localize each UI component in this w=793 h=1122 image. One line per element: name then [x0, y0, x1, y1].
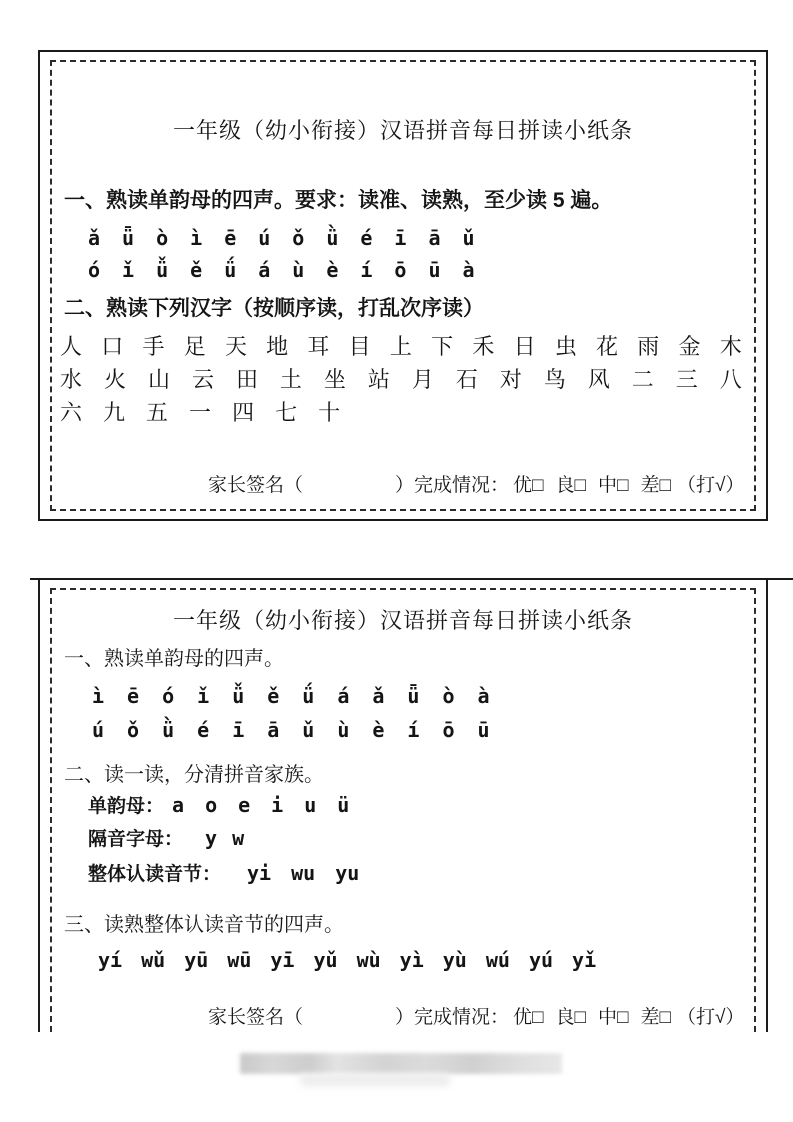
- hanzi-character: 二: [631, 367, 654, 392]
- practice-card-2: [38, 580, 768, 1032]
- signature-note: （打√）: [676, 1007, 745, 1028]
- hanzi-character: 日: [513, 334, 536, 359]
- hanzi-character: 目: [348, 334, 371, 359]
- family-items: [205, 826, 244, 850]
- family-line-simple-finals: [88, 791, 349, 818]
- card1-title: 一年级（幼小衔接）汉语拼音每日拼读小纸条: [172, 118, 633, 143]
- pinyin-letter: ǘ: [224, 258, 237, 282]
- completion-options: [513, 1002, 671, 1029]
- pinyin-syllable: yū: [184, 948, 209, 972]
- completion-option-checkbox: 良□: [555, 475, 586, 496]
- hanzi-character: 七: [275, 400, 298, 425]
- pinyin-letter: i: [271, 793, 284, 817]
- pinyin-letter: ǎ: [88, 226, 101, 250]
- signature-label: 家长签名（: [208, 1007, 304, 1028]
- card1-hanzi-row-3: [60, 396, 340, 427]
- pinyin-letter: á: [258, 258, 271, 282]
- pinyin-letter: ě: [267, 684, 280, 708]
- pinyin-syllable: wū: [227, 948, 252, 972]
- pinyin-syllable: yù: [442, 948, 467, 972]
- pinyin-syllable: yu: [335, 861, 360, 885]
- pinyin-letter: à: [462, 258, 475, 282]
- family-label: 单韵母：: [88, 796, 165, 817]
- signature-close: ）完成情况：: [395, 475, 510, 496]
- hanzi-character: 鸟: [543, 367, 566, 392]
- hanzi-character: 风: [587, 367, 610, 392]
- hanzi-character: 花: [596, 334, 619, 359]
- hanzi-character: 虫: [554, 334, 577, 359]
- pinyin-letter: ǘ: [302, 684, 315, 708]
- pinyin-letter: ò: [442, 684, 455, 708]
- pinyin-letter: í: [360, 258, 373, 282]
- pinyin-letter: ì: [92, 684, 105, 708]
- hanzi-character: 十: [318, 400, 341, 425]
- pinyin-letter: ǖ: [122, 226, 135, 250]
- pinyin-syllable: yú: [528, 948, 554, 972]
- pinyin-letter: ī: [232, 718, 245, 742]
- pinyin-letter: ē: [127, 684, 140, 708]
- pinyin-letter: ī: [394, 226, 407, 250]
- hanzi-character: 月: [411, 367, 434, 392]
- card1-pinyin-tone-row-1: [88, 226, 475, 250]
- hanzi-character: 上: [389, 334, 412, 359]
- completion-options: [513, 470, 671, 497]
- pinyin-letter: ě: [190, 258, 203, 282]
- signature-label: 家长签名（: [208, 475, 304, 496]
- blurred-watermark: [240, 1053, 562, 1074]
- hanzi-character: 天: [224, 334, 247, 359]
- completion-option-checkbox: 差□: [640, 1007, 671, 1028]
- pinyin-letter: ǚ: [156, 258, 169, 282]
- pinyin-letter: a: [172, 793, 185, 817]
- hanzi-character: 禾: [472, 334, 495, 359]
- family-label: 隔音字母：: [88, 829, 184, 850]
- hanzi-character: 九: [103, 400, 126, 425]
- pinyin-letter: ā: [267, 718, 280, 742]
- pinyin-syllable: wú: [485, 948, 510, 972]
- pinyin-letter: ǜ: [162, 718, 175, 742]
- pinyin-letter: ó: [162, 684, 175, 708]
- pinyin-letter: ā: [428, 226, 441, 250]
- completion-option-checkbox: 中□: [598, 1007, 629, 1028]
- hanzi-character: 足: [183, 334, 206, 359]
- pinyin-syllable: yī: [270, 948, 295, 972]
- hanzi-character: 云: [191, 367, 214, 392]
- hanzi-character: 四: [232, 400, 255, 425]
- hanzi-character: 八: [719, 367, 742, 392]
- pinyin-syllable: yǐ: [572, 948, 597, 972]
- card2-title: 一年级（幼小衔接）汉语拼音每日拼读小纸条: [172, 608, 633, 633]
- pinyin-letter: á: [337, 684, 350, 708]
- pinyin-letter: w: [232, 826, 245, 850]
- pinyin-syllable: yǔ: [313, 948, 338, 972]
- card1-hanzi-row-1: [60, 330, 742, 361]
- completion-option-checkbox: 差□: [640, 475, 671, 496]
- hanzi-character: 金: [678, 334, 701, 359]
- card2-section2-heading: 二、读一读，分清拼音家族。: [64, 764, 324, 786]
- hanzi-character: 石: [455, 367, 478, 392]
- hanzi-character: 下: [431, 334, 454, 359]
- hanzi-character: 手: [142, 334, 165, 359]
- family-line-separating-letters: [88, 824, 244, 851]
- family-items: [172, 793, 349, 817]
- hanzi-character: 地: [266, 334, 289, 359]
- hanzi-character: 坐: [323, 367, 346, 392]
- pinyin-syllable: wǔ: [141, 948, 166, 972]
- pinyin-letter: ǜ: [326, 226, 339, 250]
- pinyin-letter: ō: [394, 258, 407, 282]
- pinyin-letter: ò: [156, 226, 169, 250]
- pinyin-letter: ē: [224, 226, 237, 250]
- pinyin-letter: ō: [442, 718, 455, 742]
- blurred-watermark-smudge: [300, 1074, 450, 1086]
- signature-note: （打√）: [676, 475, 745, 496]
- card2-signature-line: [208, 1002, 744, 1029]
- card1-signature-line: [208, 470, 744, 497]
- hanzi-character: 木: [719, 334, 742, 359]
- pinyin-letter: ü: [337, 793, 350, 817]
- pinyin-letter: ì: [190, 226, 203, 250]
- pinyin-syllable: yì: [399, 948, 424, 972]
- card1-pinyin-tone-row-2: [88, 258, 475, 282]
- pinyin-letter: o: [205, 793, 218, 817]
- completion-option-checkbox: 良□: [555, 1007, 586, 1028]
- completion-option-checkbox: 优□: [513, 1007, 544, 1028]
- pinyin-letter: ǔ: [462, 226, 475, 250]
- pinyin-letter: ú: [92, 718, 105, 742]
- card2-section1-heading: 一、熟读单韵母的四声。: [64, 648, 284, 670]
- pinyin-letter: à: [477, 684, 490, 708]
- pinyin-letter: í: [407, 718, 420, 742]
- pinyin-letter: e: [238, 793, 251, 817]
- pinyin-letter: ó: [88, 258, 101, 282]
- pinyin-syllable: yí: [98, 948, 123, 972]
- hanzi-character: 雨: [637, 334, 660, 359]
- hanzi-character: 口: [101, 334, 124, 359]
- hanzi-character: 土: [279, 367, 302, 392]
- hanzi-character: 六: [60, 400, 83, 425]
- pinyin-letter: ǖ: [407, 684, 420, 708]
- pinyin-syllable: wù: [356, 948, 381, 972]
- pinyin-syllable: wu: [291, 861, 316, 885]
- family-line-whole-syllables: [88, 859, 359, 886]
- card2-pinyin-tone-row-2: [92, 718, 490, 742]
- pinyin-letter: ū: [477, 718, 490, 742]
- pinyin-letter: ú: [258, 226, 271, 250]
- family-label: 整体认读音节：: [88, 864, 222, 885]
- pinyin-letter: ǒ: [127, 718, 140, 742]
- card1-section1-heading: 一、熟读单韵母的四声。要求：读准、读熟，至少读 5 遍。: [64, 189, 613, 212]
- hanzi-character: 火: [103, 367, 126, 392]
- pinyin-letter: è: [372, 718, 385, 742]
- card1-hanzi-row-2: [60, 363, 742, 394]
- hanzi-character: 三: [675, 367, 698, 392]
- pinyin-letter: ǐ: [122, 258, 135, 282]
- practice-card-1: [38, 50, 768, 521]
- hanzi-character: 田: [235, 367, 258, 392]
- pinyin-letter: ǐ: [197, 684, 210, 708]
- hanzi-character: 五: [146, 400, 169, 425]
- hanzi-character: 山: [147, 367, 170, 392]
- pinyin-letter: ù: [292, 258, 305, 282]
- signature-close: ）完成情况：: [395, 1007, 510, 1028]
- card1-section2-heading: 二、熟读下列汉字（按顺序读，打乱次序读）: [64, 297, 484, 320]
- pinyin-letter: u: [304, 793, 317, 817]
- card2-syllable-tone-row: [98, 948, 596, 972]
- hanzi-character: 水: [60, 367, 83, 392]
- family-items: [247, 861, 359, 885]
- pinyin-letter: ù: [337, 718, 350, 742]
- completion-option-checkbox: 优□: [513, 475, 544, 496]
- pinyin-letter: ǚ: [232, 684, 245, 708]
- hanzi-character: 对: [499, 367, 522, 392]
- card2-section3-heading: 三、读熟整体认读音节的四声。: [64, 914, 344, 936]
- card2-pinyin-tone-row-1: [92, 684, 490, 708]
- pinyin-letter: ǔ: [302, 718, 315, 742]
- pinyin-letter: é: [360, 226, 373, 250]
- pinyin-letter: è: [326, 258, 339, 282]
- pinyin-letter: ǒ: [292, 226, 305, 250]
- pinyin-syllable: yi: [247, 861, 272, 885]
- hanzi-character: 站: [367, 367, 390, 392]
- pinyin-letter: é: [197, 718, 210, 742]
- pinyin-letter: ū: [428, 258, 441, 282]
- hanzi-character: 人: [60, 334, 83, 359]
- pinyin-letter: ǎ: [372, 684, 385, 708]
- hanzi-character: 一: [189, 400, 212, 425]
- hanzi-character: 耳: [307, 334, 330, 359]
- completion-option-checkbox: 中□: [598, 475, 629, 496]
- pinyin-letter: y: [205, 826, 218, 850]
